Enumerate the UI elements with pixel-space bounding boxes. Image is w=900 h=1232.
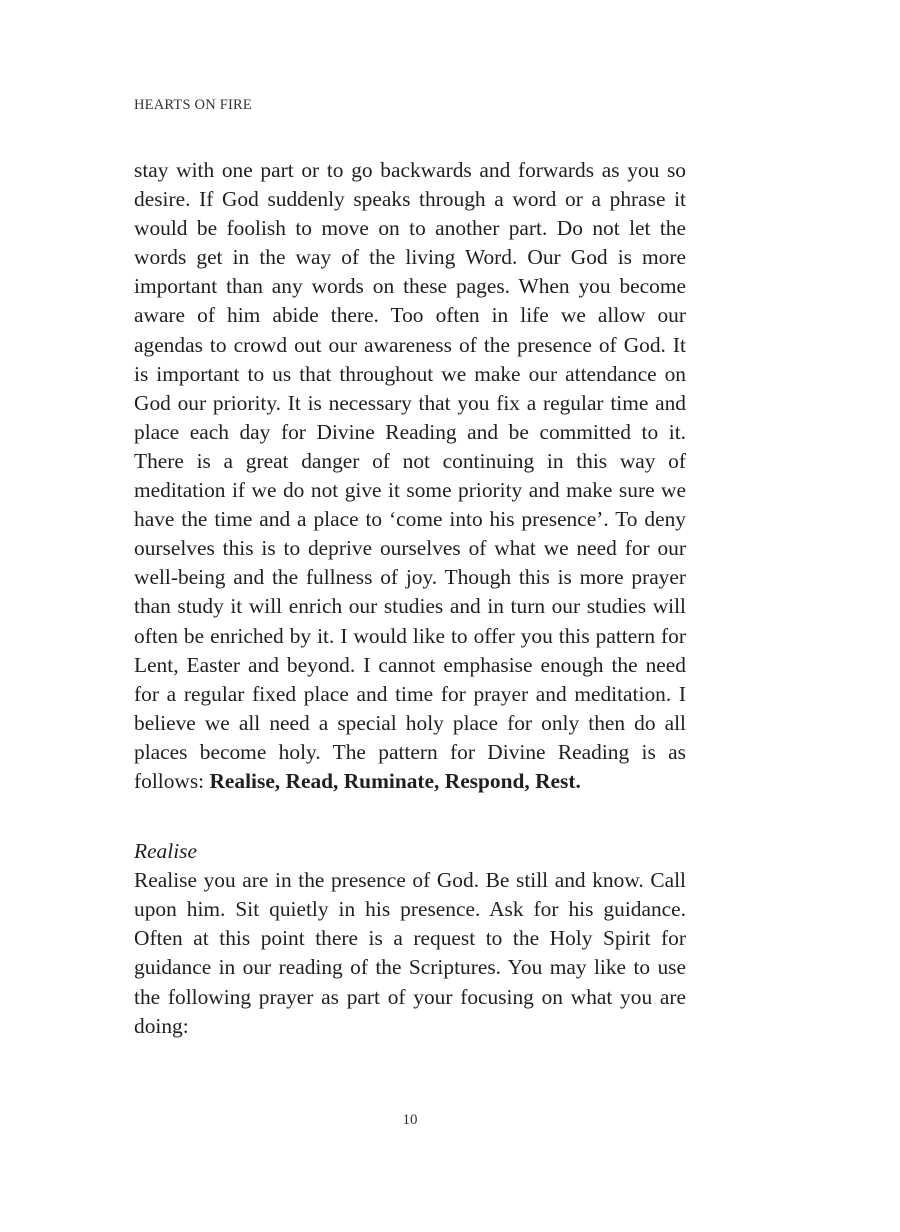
pattern-steps: Realise, Read, Ruminate, Respond, Rest.: [209, 768, 581, 793]
body-text: [134, 156, 686, 1041]
paragraph-realise: Realise you are in the presence of God. Be still and know. Call upon him. Sit quietly in his presence. Ask for his guidance. Often at this point there is a request to the Holy Spirit for guidance in our reading of the Scriptures. You may like to use the following prayer as part of your focusing on what you are doing:: [134, 868, 686, 1038]
page-number: 10: [402, 1112, 418, 1128]
paragraph-intro-text: stay with one part or to go backwards and forwards as you so desire. If God suddenly speaks through a word or a phrase it would be foolish to move on to another part. Do not let the words get in the way of the living Word. Our God is more important than any words on these pages. When you become aware of him abide there. Too often in life we allow our agendas to crowd out our awareness of the presence of God. It is important to us that throughout we make our attendance on God our priority. It is necessary that you fix a regular time and place each day for Divine Reading and be committed to it. There is a great danger of not continuing in this way of meditation if we do not give it some priority and make sure we have the time and a place to ‘come into his presence’. To deny ourselves this is to deprive ourselves of what we need for our well-being and the fullness of joy. Though this is more prayer than study it will enrich our studies and in turn our studies will often be enriched by it. I would like to offer you this pattern for Lent, Easter and beyond. I cannot emphasise enough the need for a regular fixed place and time for prayer and meditation. I believe we all need a special holy place for only then do all places become holy. The pattern for Divine Reading is as follows:: [134, 158, 686, 793]
section-heading-realise: Realise: [134, 839, 197, 864]
running-head: HEARTS ON FIRE: [134, 97, 252, 113]
paragraph-intro: [134, 156, 686, 796]
